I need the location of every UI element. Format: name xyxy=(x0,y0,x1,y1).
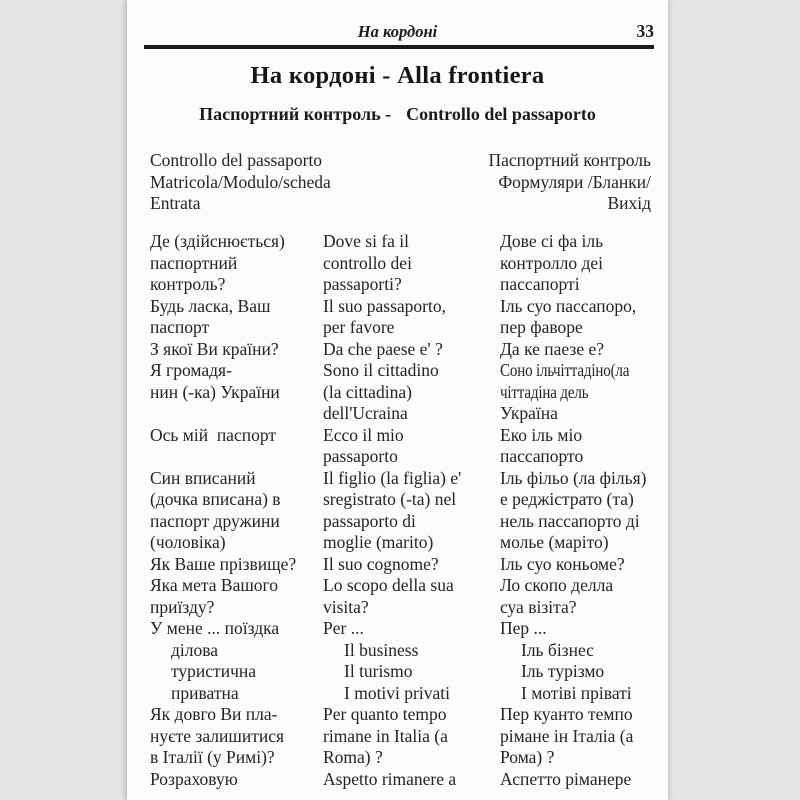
phrase-row xyxy=(150,446,668,468)
intro-line: Controllo del passaporto xyxy=(150,150,323,170)
phrase-row xyxy=(150,618,668,640)
phrase-cell-ukrainian: Як довго Ви пла- xyxy=(150,704,278,724)
phrase-row xyxy=(150,339,668,361)
phrase-cell-transliteration: молье (маріто) xyxy=(500,532,609,552)
phrase-cell-italian: visita? xyxy=(323,596,369,617)
chapter-title: На кордоні - Alla frontiera xyxy=(250,62,545,89)
phrase-cell-italian: rimane in Italia (a xyxy=(323,725,448,746)
phrase-cell-ukrainian xyxy=(150,403,323,425)
phrase-cell-italian: Dove si fa il xyxy=(323,231,410,251)
phrase-cell-italian: I motivi privati xyxy=(344,682,450,703)
phrase-cell-transliteration: пер фаворе xyxy=(500,317,583,337)
phrase-row xyxy=(150,683,668,705)
phrase-cell-italian: controllo dei xyxy=(323,252,412,273)
phrase-row xyxy=(150,532,668,554)
phrase-cell-transliteration: Рома) ? xyxy=(500,747,555,767)
phrase-row xyxy=(150,726,668,748)
phrase-cell-italian: Da che paese e' ? xyxy=(323,338,443,359)
phrase-cell-ukrainian: нин (-ка) України xyxy=(150,381,280,402)
phrase-cell-ukrainian: З якої Ви країни? xyxy=(150,338,279,359)
phrase-row xyxy=(150,231,668,253)
phrase-cell-transliteration: Аспетто ріманере xyxy=(500,768,632,789)
phrase-cell-italian: Sono il cittadino xyxy=(323,360,439,380)
phrase-cell-italian: Aspetto rimanere a xyxy=(323,768,457,789)
phrase-row xyxy=(150,769,668,791)
page-number: 33 xyxy=(636,21,654,41)
phrase-cell-transliteration: е реджістрато (та) xyxy=(500,489,634,509)
phrase-cell-ukrainian: У мене ... поїздка xyxy=(150,618,280,638)
phrase-cell-transliteration: Ло скопо делла xyxy=(500,575,614,595)
phrase-cell-ukrainian: Ось мій паспорт xyxy=(150,424,276,445)
phrase-cell-italian: Il suo passaporto, xyxy=(323,295,446,316)
phrase-cell-ukrainian: паспорт xyxy=(150,317,210,337)
phrase-cell-ukrainian: нуєте залишитися xyxy=(150,725,285,746)
phrase-row xyxy=(150,597,668,619)
phrase-cell-transliteration: Іль фільо (ла філья) xyxy=(500,467,647,488)
phrase-cell-ukrainian: (чоловіка) xyxy=(150,532,226,552)
phrasebook-grid xyxy=(150,231,668,790)
phrase-row xyxy=(150,747,668,769)
phrase-cell-ukrainian: ділова xyxy=(171,639,219,660)
phrase-row xyxy=(150,296,668,318)
phrase-cell-italian: dell'Ucraina xyxy=(323,403,408,423)
phrase-cell-transliteration: пассапорто xyxy=(500,446,584,466)
phrase-row xyxy=(150,274,668,296)
intro-line: Вихід xyxy=(607,193,651,213)
phrase-cell-ukrainian: Як Ваше прізвище? xyxy=(150,553,297,574)
phrase-cell-italian: Il turismo xyxy=(344,661,413,681)
phrase-cell-ukrainian: Яка мета Вашого xyxy=(150,575,279,595)
phrase-cell-italian: (la cittadina) xyxy=(323,381,412,402)
phrase-row xyxy=(150,317,668,339)
phrase-row xyxy=(150,403,668,425)
intro-line: Entrata xyxy=(150,193,201,213)
phrase-cell-transliteration: нель пассапорто ді xyxy=(500,510,640,531)
phrase-cell-transliteration: контролло деі xyxy=(500,252,603,273)
book-page xyxy=(127,0,668,800)
phrase-row xyxy=(150,554,668,576)
phrase-row xyxy=(150,382,668,404)
intro-line: Формуляри /Бланки/ xyxy=(498,171,651,192)
section-subtitle-italian: Controllo del passaporto xyxy=(406,104,596,124)
phrase-cell-italian: sregistrato (-ta) nel xyxy=(323,489,457,509)
phrase-cell-transliteration: Україна xyxy=(500,403,558,423)
phrase-cell-italian: Il figlio (la figlia) e' xyxy=(323,467,462,488)
phrase-cell-ukrainian: контроль? xyxy=(150,274,226,294)
phrase-cell-transliteration: Іль суо пассапоро, xyxy=(500,295,637,316)
phrase-cell-transliteration: Соно ільчіттадіно(ла xyxy=(500,360,630,380)
phrase-cell-transliteration: Пер ... xyxy=(500,618,547,638)
vocabulary-intro-ukrainian xyxy=(489,150,652,215)
phrase-cell-transliteration: чіттадіна дель xyxy=(500,381,589,402)
phrase-row xyxy=(150,575,668,597)
phrase-cell-ukrainian: приватна xyxy=(171,682,239,703)
phrase-row xyxy=(150,253,668,275)
phrase-cell-transliteration: Іль турізмо xyxy=(521,661,605,681)
phrase-cell-italian: passaporto di xyxy=(323,510,416,531)
phrase-cell-ukrainian: туристична xyxy=(171,661,256,681)
phrase-cell-italian: passaporto xyxy=(323,446,398,466)
phrase-cell-ukrainian: Де (здійснюється) xyxy=(150,231,285,251)
phrase-row xyxy=(150,489,668,511)
phrase-cell-italian: Il suo cognome? xyxy=(323,553,439,574)
phrase-cell-transliteration: Іль суо коньоме? xyxy=(500,553,625,574)
phrase-row xyxy=(150,425,668,447)
phrase-cell-transliteration: суа візіта? xyxy=(500,596,577,617)
intro-line: Matricola/Modulo/scheda xyxy=(150,171,331,192)
phrase-cell-ukrainian: Розраховую xyxy=(150,768,238,789)
phrase-row xyxy=(150,661,668,683)
intro-line: Паспортний контроль xyxy=(488,150,651,170)
running-head xyxy=(127,22,668,42)
header-rule xyxy=(144,45,654,49)
phrase-cell-italian: Il business xyxy=(344,639,419,660)
phrase-row xyxy=(150,468,668,490)
phrase-cell-italian: Roma) ? xyxy=(323,747,383,767)
phrase-cell-transliteration: Іль бізнес xyxy=(521,639,594,660)
section-subtitle-ukrainian: Паспортний контроль - xyxy=(199,104,392,124)
phrase-cell-italian: passaporti? xyxy=(323,274,402,294)
phrase-cell-ukrainian xyxy=(150,446,323,468)
phrase-row xyxy=(150,704,668,726)
phrase-cell-ukrainian: в Італії (у Римі)? xyxy=(150,747,275,767)
phrase-cell-transliteration: І мотіві пріваті xyxy=(521,682,632,703)
phrase-cell-transliteration: Пер куанто темпо xyxy=(500,704,633,724)
phrase-cell-italian: Ecco il mio xyxy=(323,424,404,445)
phrase-cell-ukrainian: приїзду? xyxy=(150,596,215,617)
phrase-cell-transliteration: Дове сі фа іль xyxy=(500,231,604,251)
section-subtitle xyxy=(127,104,668,125)
phrase-cell-italian: Per ... xyxy=(323,618,364,638)
phrase-cell-transliteration: Еко іль міо xyxy=(500,424,583,445)
phrase-cell-ukrainian: Син вписаний xyxy=(150,467,256,488)
phrase-row xyxy=(150,360,668,382)
phrase-cell-ukrainian: (дочка вписана) в xyxy=(150,489,281,509)
phrase-row xyxy=(150,511,668,533)
phrase-cell-ukrainian: Будь ласка, Ваш xyxy=(150,295,271,316)
phrase-cell-ukrainian: Я громадя- xyxy=(150,360,232,380)
phrase-row xyxy=(150,640,668,662)
phrase-cell-transliteration: рімане ін Італіа (а xyxy=(500,725,634,746)
phrase-cell-italian: Per quanto tempo xyxy=(323,704,447,724)
phrase-cell-italian: Lo scopo della sua xyxy=(323,575,454,595)
phrase-cell-italian: moglie (marito) xyxy=(323,532,434,552)
phrase-cell-ukrainian: паспортний xyxy=(150,252,238,273)
vocabulary-intro xyxy=(150,150,651,215)
vocabulary-intro-italian xyxy=(150,150,331,215)
running-head-text: На кордоні xyxy=(357,22,438,41)
phrase-cell-transliteration: пассапорті xyxy=(500,274,580,294)
phrase-cell-italian: per favore xyxy=(323,317,395,337)
phrase-cell-ukrainian: паспорт дружини xyxy=(150,510,280,531)
phrase-cell-transliteration: Да ке паезе е? xyxy=(500,338,604,359)
